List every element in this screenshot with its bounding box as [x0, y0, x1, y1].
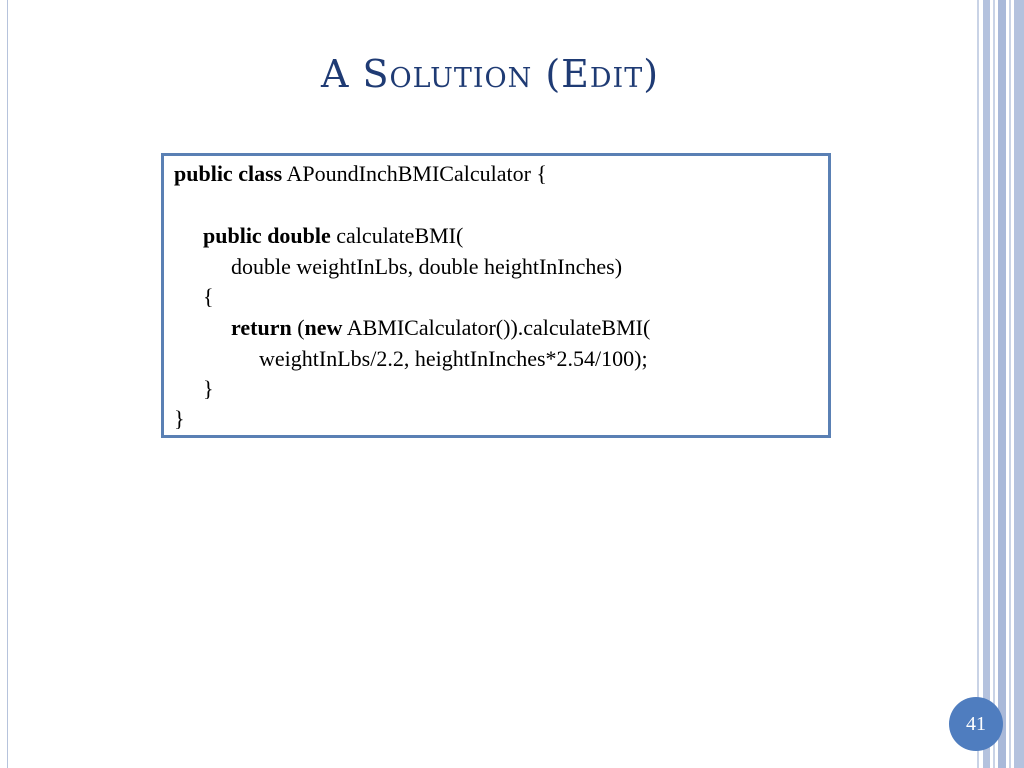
decorative-stripe: [998, 0, 1006, 768]
left-border-line: [7, 0, 8, 768]
code-keyword: return: [231, 315, 292, 340]
code-text: (: [291, 315, 305, 340]
code-line: [174, 161, 547, 187]
code-line: }: [174, 406, 185, 431]
code-block: [161, 153, 831, 438]
code-keyword: new: [304, 315, 343, 340]
page-number-badge: 41: [949, 697, 1003, 751]
decorative-stripe: [977, 0, 979, 768]
code-line: [203, 223, 463, 249]
code-text: ABMICalculator()).calculateBMI(: [342, 315, 651, 340]
code-line: }: [203, 376, 214, 401]
decorative-stripe: [1014, 0, 1024, 768]
code-line: [231, 315, 650, 341]
code-line: weightInLbs/2.2, heightInInches*2.54/100);: [259, 346, 648, 371]
decorative-stripe: [993, 0, 995, 768]
decorative-stripe: [983, 0, 990, 768]
code-text: APoundInchBMICalculator {: [282, 161, 547, 186]
code-keyword: public class: [174, 161, 283, 186]
code-line: {: [203, 284, 214, 309]
code-keyword: public double: [203, 223, 331, 248]
code-text: calculateBMI(: [330, 223, 464, 248]
slide-title: A Solution (Edit): [320, 52, 660, 96]
decorative-stripe: [1009, 0, 1011, 768]
code-line: double weightInLbs, double heightInInches): [231, 254, 623, 279]
